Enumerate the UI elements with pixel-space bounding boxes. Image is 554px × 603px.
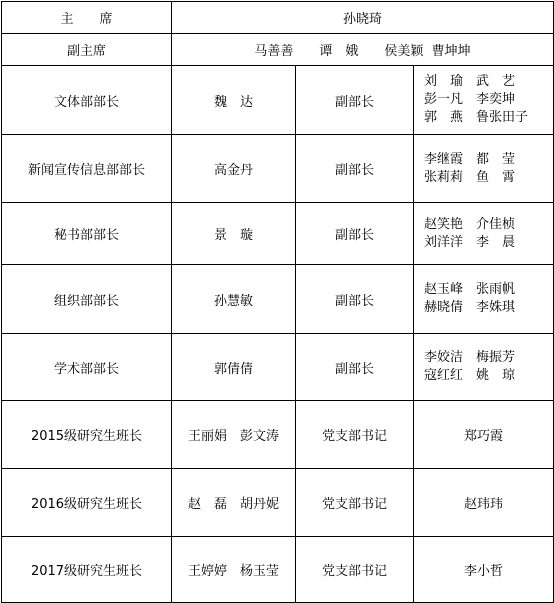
deputy-label: 副部长 — [296, 66, 414, 135]
deputy-line: 赫晓倩 李姝琪 — [424, 300, 516, 315]
deputy-names — [414, 265, 554, 334]
class-title: 2016级研究生班长 — [2, 469, 172, 537]
class-title: 2015级研究生班长 — [2, 401, 172, 469]
vice-chair-label: 副主席 — [2, 34, 172, 66]
deputy-line: 赵玉峰 张雨帆 — [424, 282, 516, 297]
deputy-names — [414, 135, 554, 203]
department-head: 孙慧敏 — [172, 265, 296, 334]
secretary-label: 党支部书记 — [296, 401, 414, 469]
deputy-line: 李继霞 都 莹 — [424, 151, 516, 167]
deputy-line: 李姣洁 梅振芳 — [424, 350, 516, 365]
deputy-label: 副部长 — [296, 334, 414, 401]
class-monitors: 王丽娟 彭文涛 — [172, 401, 296, 469]
chair-row — [2, 2, 554, 34]
deputy-names — [414, 203, 554, 265]
deputy-line: 刘洋洋 李 晨 — [424, 234, 516, 250]
secretary-label: 党支部书记 — [296, 469, 414, 537]
department-title: 组织部部长 — [2, 265, 172, 334]
deputy-line: 赵笑艳 介佳桢 — [424, 216, 516, 232]
deputy-label: 副部长 — [296, 265, 414, 334]
deputy-line: 张莉莉 鱼 霄 — [424, 169, 516, 185]
department-title: 秘书部部长 — [2, 203, 172, 265]
department-row — [2, 203, 554, 265]
vice-chair-names: 马善善 谭 娥 侯美颖 曹坤坤 — [172, 34, 554, 66]
class-row — [2, 537, 554, 603]
department-row — [2, 334, 554, 401]
student-union-roster-table — [1, 1, 554, 603]
chair-label: 主 席 — [2, 2, 172, 34]
department-title: 学术部部长 — [2, 334, 172, 401]
department-row — [2, 265, 554, 334]
deputy-line: 郭 燕 鲁张田子 — [424, 110, 529, 125]
class-monitors: 赵 磊 胡丹妮 — [172, 469, 296, 537]
department-head: 魏 达 — [172, 66, 296, 135]
party-secretary: 赵玮玮 — [414, 469, 554, 537]
deputy-line: 彭一凡 李奕坤 — [424, 92, 516, 107]
class-monitors: 王婷婷 杨玉莹 — [172, 537, 296, 603]
secretary-label: 党支部书记 — [296, 537, 414, 603]
party-secretary: 李小哲 — [414, 537, 554, 603]
class-row — [2, 401, 554, 469]
department-row — [2, 66, 554, 135]
department-title: 新闻宣传信息部部长 — [2, 135, 172, 203]
class-row — [2, 469, 554, 537]
department-title: 文体部部长 — [2, 66, 172, 135]
class-title: 2017级研究生班长 — [2, 537, 172, 603]
deputy-line: 寇红红 姚 琼 — [424, 368, 516, 383]
deputy-names — [414, 334, 554, 401]
department-row — [2, 135, 554, 203]
deputy-line: 刘 瑜 武 艺 — [424, 74, 516, 89]
deputy-names — [414, 66, 554, 135]
department-head: 高金丹 — [172, 135, 296, 203]
department-head: 景 璇 — [172, 203, 296, 265]
deputy-label: 副部长 — [296, 203, 414, 265]
department-head: 郭倩倩 — [172, 334, 296, 401]
chair-name: 孙晓琦 — [172, 2, 554, 34]
party-secretary: 郑巧霞 — [414, 401, 554, 469]
deputy-label: 副部长 — [296, 135, 414, 203]
vice-chair-row — [2, 34, 554, 66]
